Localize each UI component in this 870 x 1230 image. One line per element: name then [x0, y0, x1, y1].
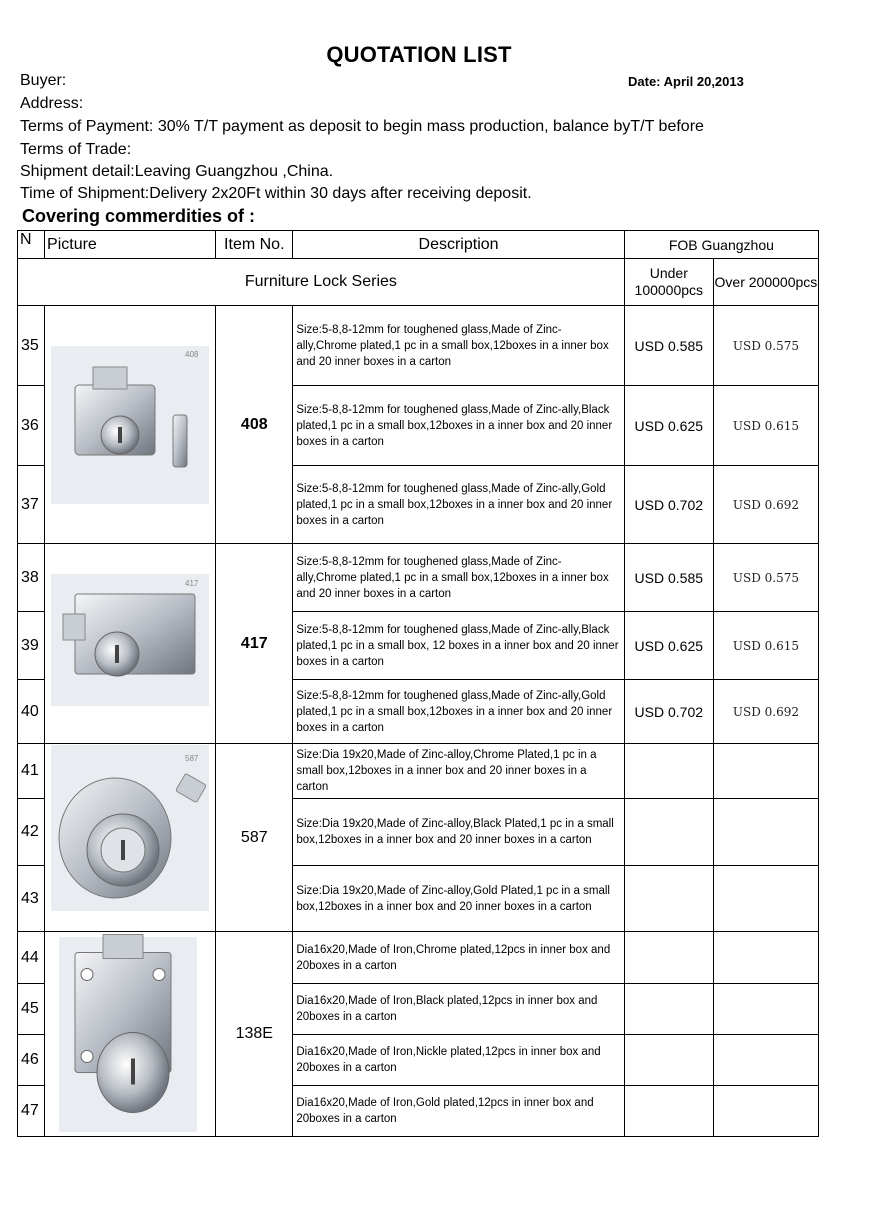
round-lock-587-picture	[45, 745, 214, 931]
product-description: Size:5-8,8-12mm for toughened glass,Made of Zinc-ally,Chrome plated,1 pc in a small box,12boxes in a inner box and 20 inner boxes in a carton	[293, 306, 624, 386]
row-number: 38	[18, 544, 45, 612]
item-number: 408	[216, 306, 293, 544]
product-description: Size:5-8,8-12mm for toughened glass,Made of Zinc-ally,Black plated,1 pc in a small box, 12 boxes in a inner box and 20 inner boxes in a carton	[293, 612, 624, 680]
price-under-100000: USD 0.625	[624, 386, 713, 466]
picture-model-label: 408	[185, 349, 199, 359]
product-description: Size:Dia 19x20,Made of Zinc-alloy,Chrome Plated,1 pc in a small box,12boxes in a inner box and 20 inner boxes in a carton	[293, 744, 624, 799]
row-number: 41	[18, 744, 45, 799]
row-number: 46	[18, 1035, 45, 1086]
price-over-200000	[713, 866, 818, 932]
product-description: Dia16x20,Made of Iron,Chrome plated,12pcs in inner box and 20boxes in a carton	[293, 932, 624, 984]
series-label: Furniture Lock Series	[18, 259, 625, 306]
col-header-item: Item No.	[216, 231, 293, 259]
row-number: 45	[18, 984, 45, 1035]
product-description: Dia16x20,Made of Iron,Gold plated,12pcs in inner box and 20boxes in a carton	[293, 1086, 624, 1137]
price-over-200000	[713, 984, 818, 1035]
picture-model-label: 587	[185, 753, 199, 763]
product-description: Size:5-8,8-12mm for toughened glass,Made of Zinc-ally,Gold plated,1 pc in a small box,12boxes in a inner box and 20 inner boxes in a carton	[293, 680, 624, 744]
price-over-200000: USD 0.692	[713, 680, 818, 744]
price-under-100000	[624, 866, 713, 932]
price-under-100000	[624, 799, 713, 866]
price-over-200000	[713, 932, 818, 984]
price-over-200000: USD 0.692	[713, 466, 818, 544]
price-over-200000: USD 0.575	[713, 306, 818, 386]
shipment-detail: Shipment detail:Leaving Guangzhou ,China.	[20, 163, 334, 180]
price-under-100000	[624, 932, 713, 984]
address-label: Address:	[20, 95, 84, 112]
product-description: Size:Dia 19x20,Made of Zinc-alloy,Gold Plated,1 pc in a small box,12boxes in a inner box and 20 inner boxes in a carton	[293, 866, 624, 932]
drawer-lock-138e-picture	[45, 933, 214, 1136]
covering-heading: Covering commerdities of :	[22, 206, 256, 226]
row-number: 42	[18, 799, 45, 866]
product-description: Dia16x20,Made of Iron,Nickle plated,12pcs in inner box and 20boxes in a carton	[293, 1035, 624, 1086]
row-number: 44	[18, 932, 45, 984]
price-over-200000	[713, 799, 818, 866]
glass-lock-417-picture	[45, 565, 214, 723]
price-under-100000: USD 0.585	[624, 544, 713, 612]
table-row	[18, 744, 819, 799]
terms-of-trade: Terms of Trade:	[20, 141, 132, 158]
price-under-100000: USD 0.585	[624, 306, 713, 386]
product-description: Size:Dia 19x20,Made of Zinc-alloy,Black Plated,1 pc in a small box,12boxes in a inner box and 20 inner boxes in a carton	[293, 799, 624, 866]
row-number: 37	[18, 466, 45, 544]
row-number: 40	[18, 680, 45, 744]
price-under-100000	[624, 744, 713, 799]
row-number: 36	[18, 386, 45, 466]
col-header-picture: Picture	[45, 231, 216, 259]
product-picture-cell	[45, 544, 216, 744]
terms-of-payment: Terms of Payment: 30% T/T payment as deposit to begin mass production, balance byT/T before	[20, 118, 704, 135]
product-picture-cell	[45, 306, 216, 544]
item-number: 138E	[216, 932, 293, 1137]
col-header-description: Description	[293, 231, 624, 259]
product-description: Size:5-8,8-12mm for toughened glass,Made of Zinc-ally,Gold plated,1 pc in a small box,12boxes in a inner box and 20 inner boxes in a carton	[293, 466, 624, 544]
price-under-100000	[624, 1035, 713, 1086]
row-number: 39	[18, 612, 45, 680]
col-header-n: N	[18, 231, 45, 259]
table-header-row	[18, 231, 819, 259]
row-number: 47	[18, 1086, 45, 1137]
row-number: 43	[18, 866, 45, 932]
price-over-200000	[713, 744, 818, 799]
price-over-200000: USD 0.575	[713, 544, 818, 612]
col-header-under: Under 100000pcs	[624, 259, 713, 306]
table-row	[18, 932, 819, 984]
price-over-200000	[713, 1086, 818, 1137]
price-under-100000: USD 0.702	[624, 680, 713, 744]
table-row	[18, 544, 819, 612]
price-over-200000: USD 0.615	[713, 386, 818, 466]
price-over-200000	[713, 1035, 818, 1086]
product-description: Size:5-8,8-12mm for toughened glass,Made of Zinc-ally,Black plated,1 pc in a small box,12boxes in a inner box and 20 inner boxes in a carton	[293, 386, 624, 466]
price-under-100000: USD 0.702	[624, 466, 713, 544]
product-picture-cell	[45, 932, 216, 1137]
picture-model-label: 417	[185, 578, 199, 588]
time-of-shipment: Time of Shipment:Delivery 2x20Ft within 30 days after receiving deposit.	[20, 185, 532, 202]
page-title: QUOTATION LIST	[326, 42, 512, 67]
buyer-label: Buyer:	[20, 72, 67, 89]
price-under-100000	[624, 984, 713, 1035]
price-under-100000: USD 0.625	[624, 612, 713, 680]
item-number: 587	[216, 744, 293, 932]
price-under-100000	[624, 1086, 713, 1137]
product-description: Size:5-8,8-12mm for toughened glass,Made of Zinc-ally,Chrome plated,1 pc in a small box,12boxes in a inner box and 20 inner boxes in a carton	[293, 544, 624, 612]
table-row	[18, 306, 819, 386]
price-over-200000: USD 0.615	[713, 612, 818, 680]
item-number: 417	[216, 544, 293, 744]
product-description: Dia16x20,Made of Iron,Black plated,12pcs in inner box and 20boxes in a carton	[293, 984, 624, 1035]
series-row	[18, 259, 819, 306]
col-header-over: Over 200000pcs	[713, 259, 818, 306]
product-picture-cell	[45, 744, 216, 932]
row-number: 35	[18, 306, 45, 386]
quotation-table	[17, 230, 819, 1137]
glass-lock-408-picture	[45, 346, 214, 504]
col-header-fob: FOB Guangzhou	[624, 231, 818, 259]
quotation-date: Date: April 20,2013	[628, 74, 744, 89]
